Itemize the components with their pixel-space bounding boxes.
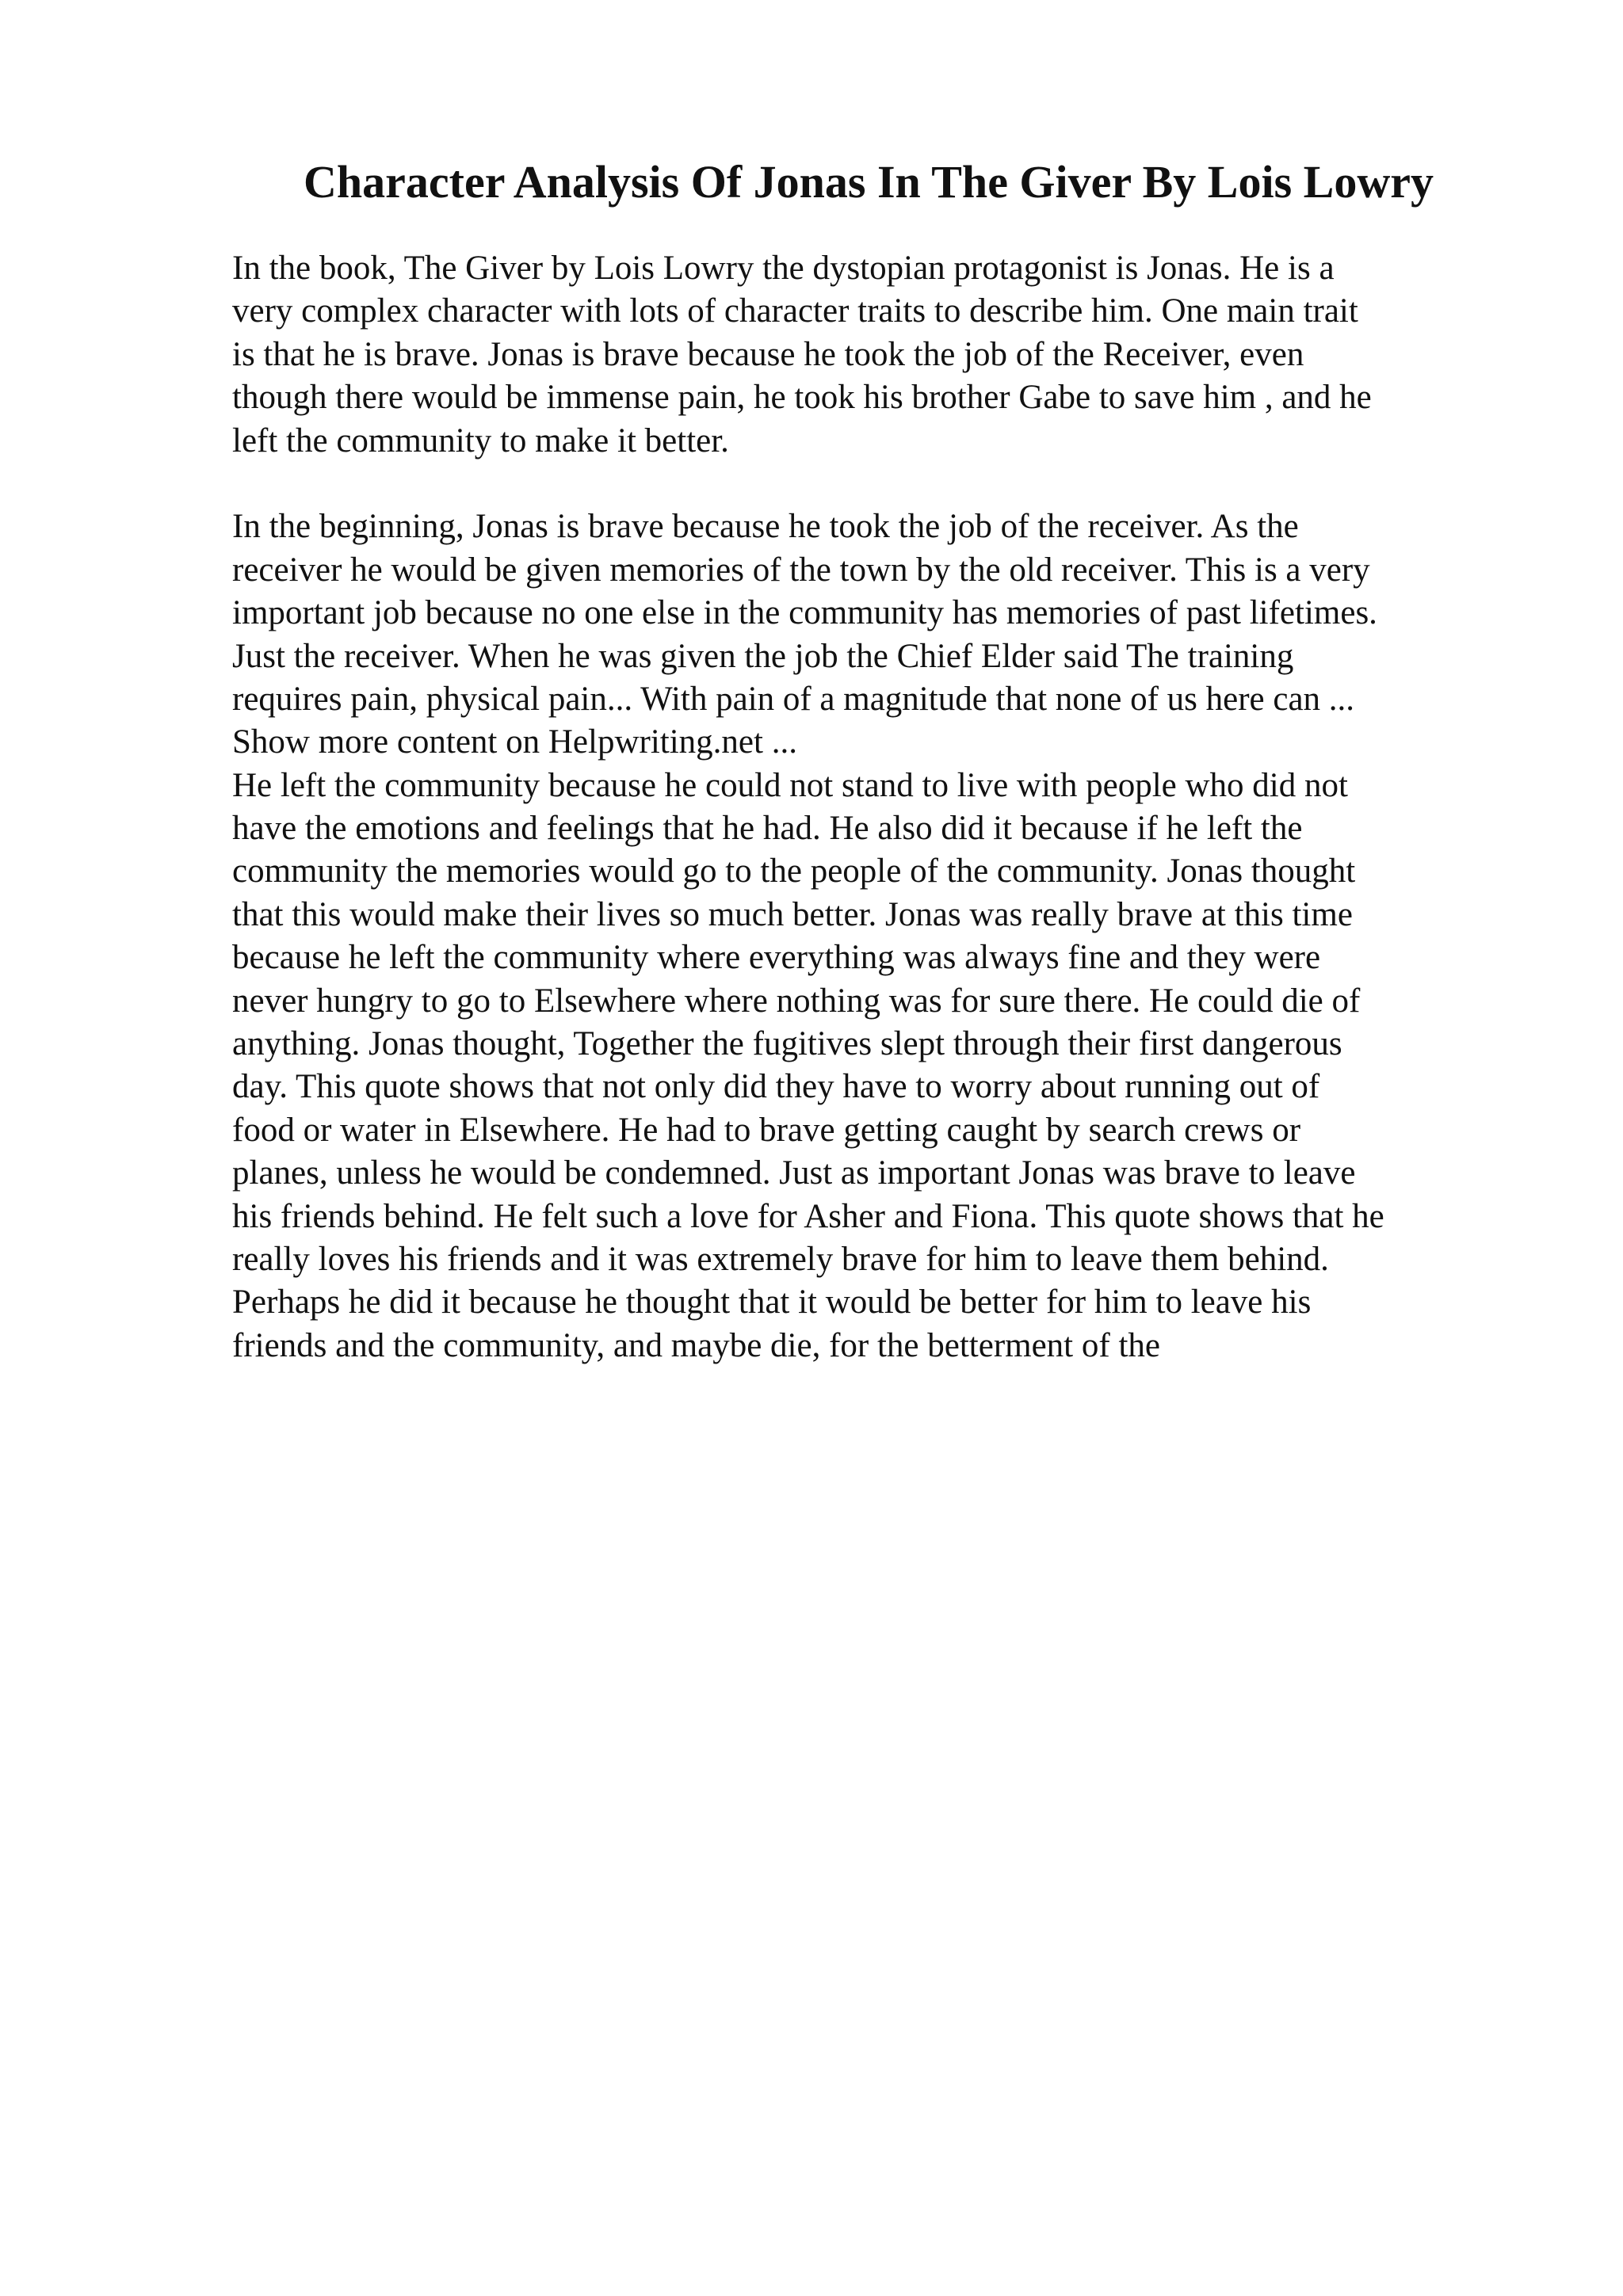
text-line: food or water in Elsewhere. He had to brave getting caught by search crews or bbox=[232, 1111, 1301, 1149]
text-line: Show more content on Helpwriting.net ... bbox=[232, 723, 797, 761]
text-line: his friends behind. He felt such a love for Asher and Fiona. This quote shows that he bbox=[232, 1197, 1384, 1235]
text-line: Perhaps he did it because he thought that it would be better for him to leave his bbox=[232, 1283, 1312, 1322]
text-line: never hungry to go to Elsewhere where nothing was for sure there. He could die of bbox=[232, 982, 1361, 1020]
text-line: have the emotions and feelings that he had. He also did it because if he left the bbox=[232, 810, 1303, 848]
text-line: In the book, The Giver by Lois Lowry the dystopian protagonist is Jonas. He is a bbox=[232, 250, 1335, 287]
document-title: Character Analysis Of Jonas In The Giver By Lois Lowry bbox=[304, 156, 1434, 208]
text-line: day. This quote shows that not only did they have to worry about running out of bbox=[232, 1068, 1320, 1106]
paragraph-spacer bbox=[232, 463, 1516, 505]
text-line: community the memories would go to the people of the community. Jonas thought bbox=[232, 852, 1356, 891]
paragraph-1 bbox=[232, 247, 1516, 463]
text-line: left the community to make it better. bbox=[232, 421, 729, 460]
text-line: that this would make their lives so much better. Jonas was really brave at this time bbox=[232, 895, 1353, 933]
text-line: He left the community because he could not stand to live with people who did not bbox=[232, 766, 1348, 804]
text-line: very complex character with lots of character traits to describe him. One main trait bbox=[232, 292, 1358, 330]
text-line: receiver he would be given memories of the town by the old receiver. This is a very bbox=[232, 551, 1370, 589]
document-body bbox=[232, 247, 1516, 1367]
text-line: requires pain, physical pain... With pain of a magnitude that none of us here can ... bbox=[232, 680, 1355, 718]
text-line: because he left the community where everything was always fine and they were bbox=[232, 939, 1321, 977]
text-line: friends and the community, and maybe die, for the betterment of the bbox=[232, 1326, 1160, 1364]
paragraph-2 bbox=[232, 505, 1516, 1367]
text-line: anything. Jonas thought, Together the fugitives slept through their first dangerous bbox=[232, 1025, 1342, 1063]
text-line: planes, unless he would be condemned. Just as important Jonas was brave to leave bbox=[232, 1154, 1356, 1192]
text-line: important job because no one else in the community has memories of past lifetimes. bbox=[232, 594, 1377, 632]
text-line: is that he is brave. Jonas is brave because he took the job of the Receiver, even bbox=[232, 335, 1304, 373]
text-line: In the beginning, Jonas is brave because he took the job of the receiver. As the bbox=[232, 508, 1299, 546]
text-line: though there would be immense pain, he took his brother Gabe to save him , and he bbox=[232, 379, 1372, 417]
text-line: really loves his friends and it was extremely brave for him to leave them behind. bbox=[232, 1240, 1329, 1278]
text-line: Just the receiver. When he was given the job the Chief Elder said The training bbox=[232, 637, 1294, 675]
